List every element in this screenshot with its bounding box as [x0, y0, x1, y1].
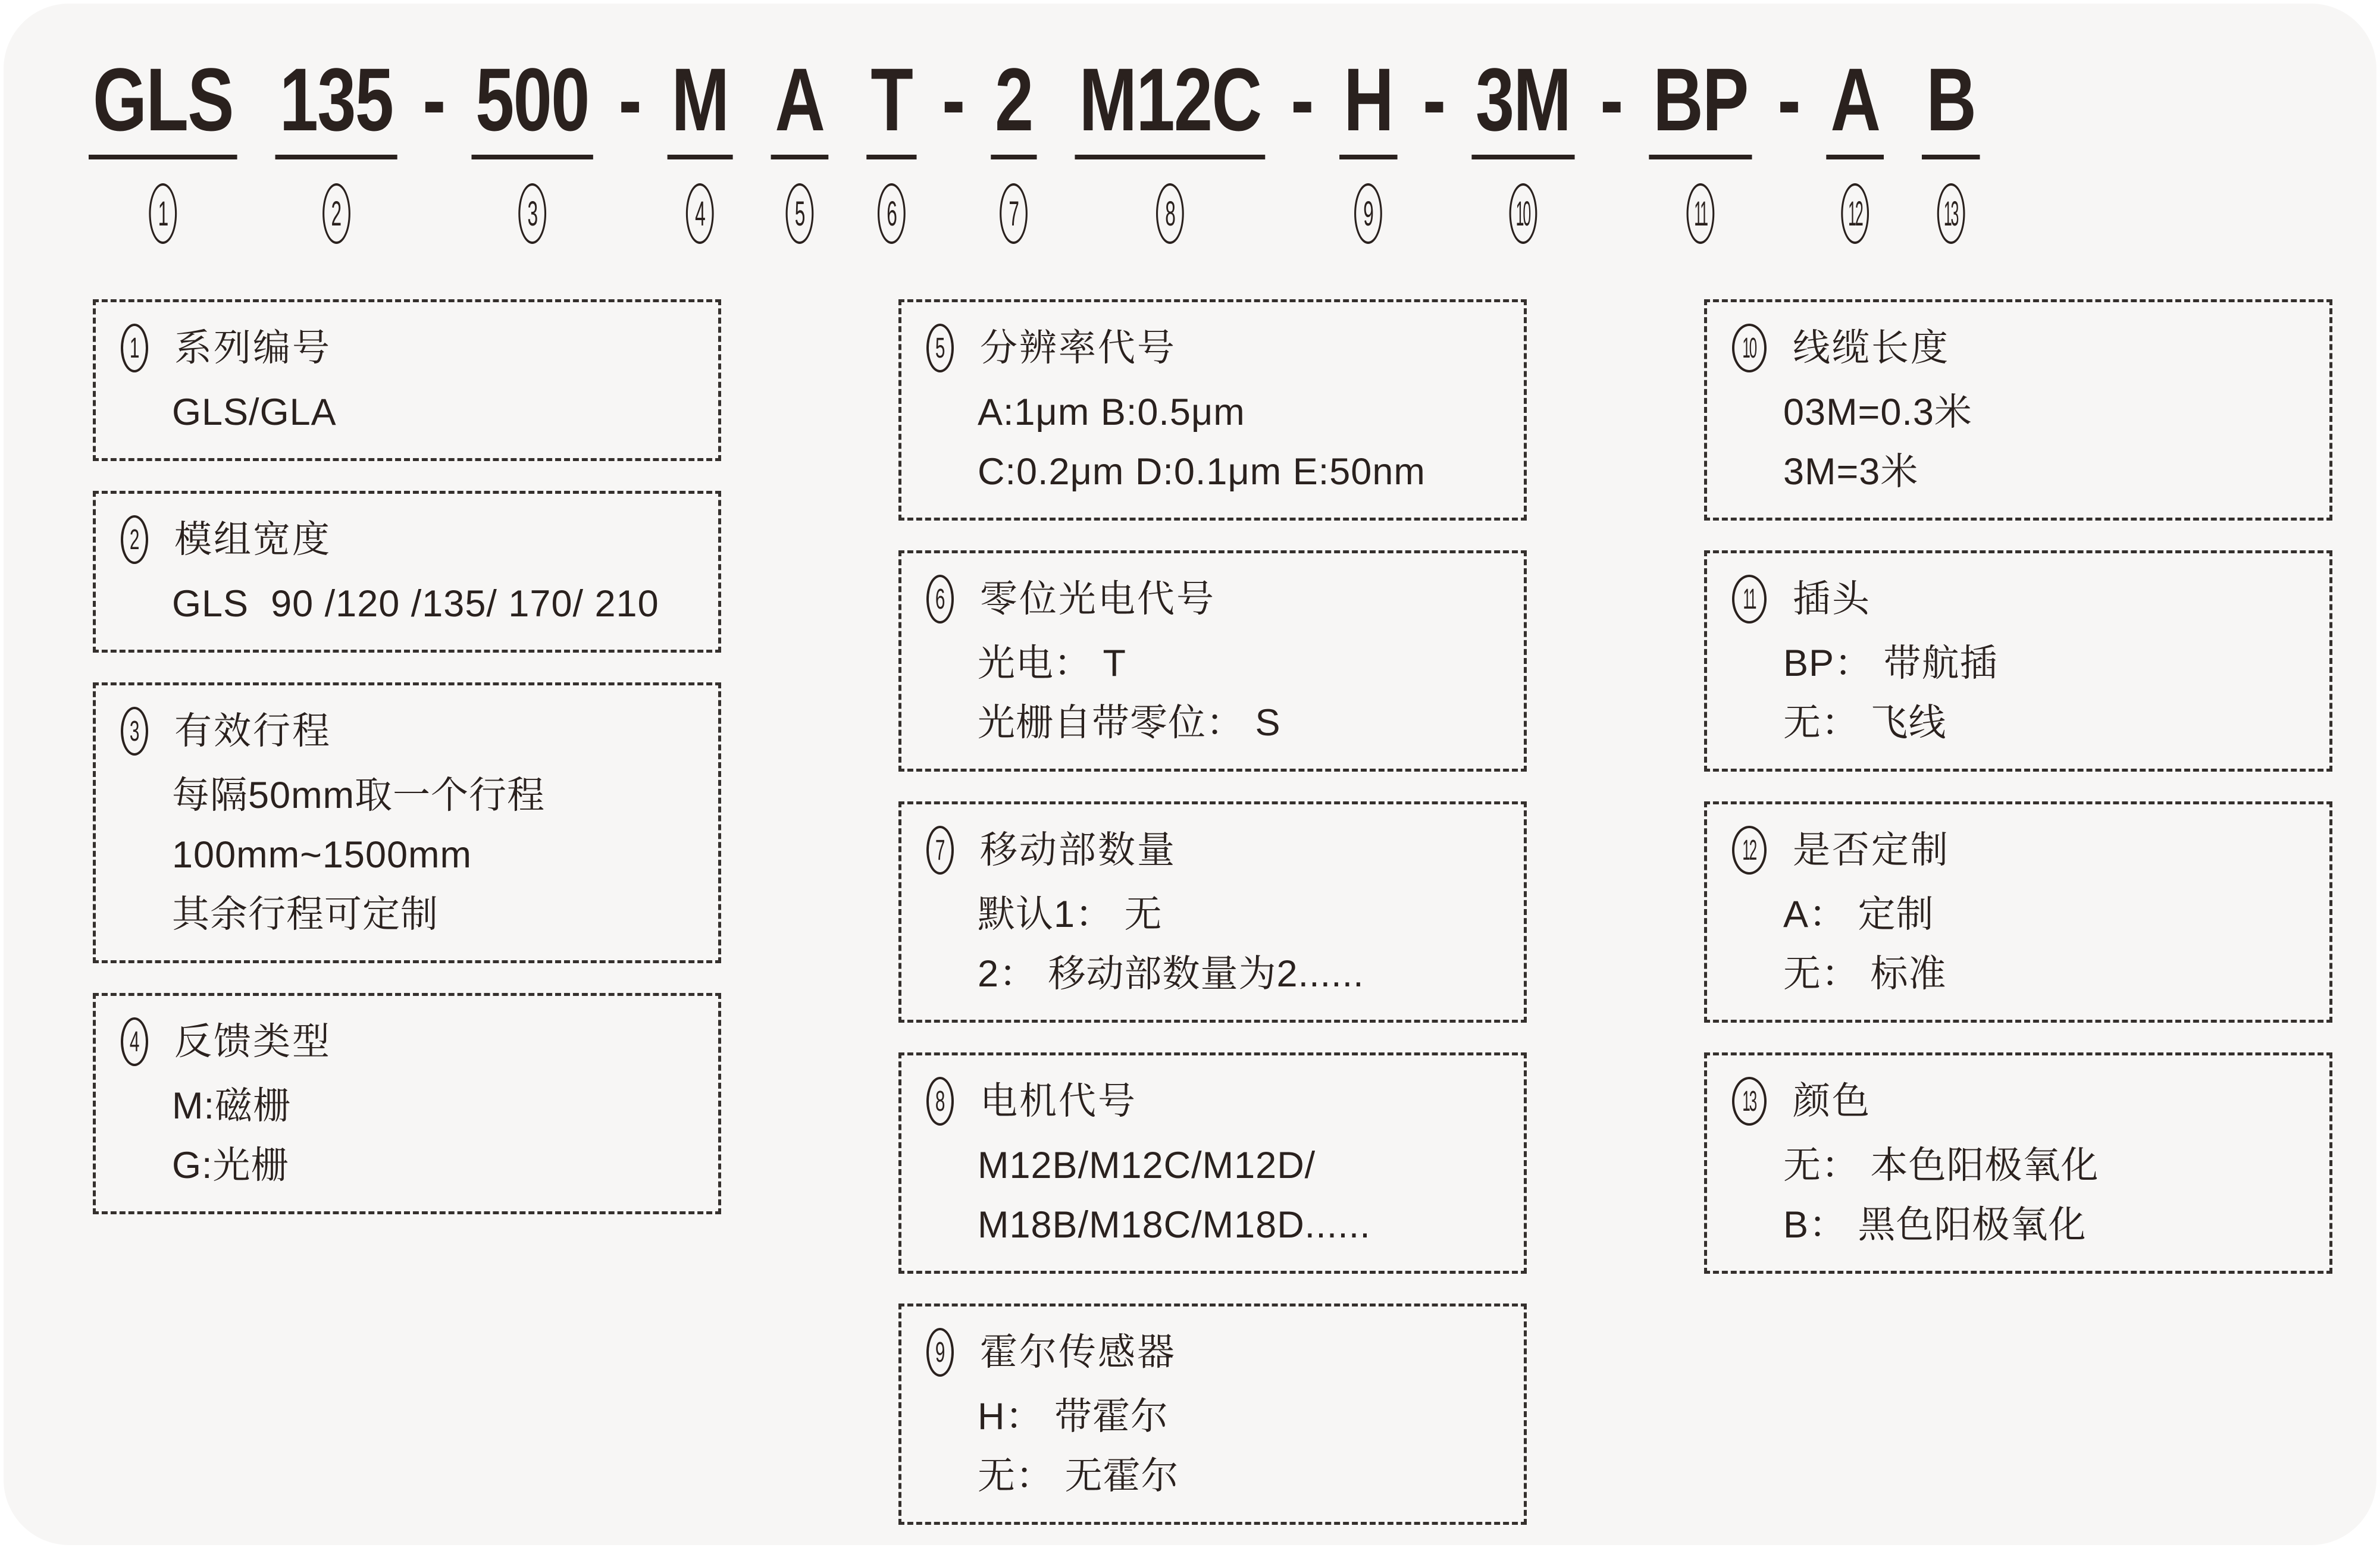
- legend-box-line: M12B/M12C/M12D/: [978, 1145, 1316, 1186]
- circled-number-text: 11: [1743, 583, 1756, 615]
- code-segment-11: [1653, 49, 1748, 244]
- legend-box-title: 插头: [1793, 578, 1871, 620]
- legend-box-header: [1732, 1077, 2308, 1126]
- circled-number-8: [926, 1077, 954, 1126]
- code-segment-text: 500: [475, 49, 589, 149]
- code-segment-text: M12C: [1079, 49, 1261, 149]
- legend-box-title: 系列编号: [174, 327, 331, 369]
- legend-box-1: [93, 299, 721, 461]
- circled-number-3: [121, 707, 148, 756]
- code-segment-5: [775, 49, 825, 244]
- legend-box-12: [1704, 801, 2332, 1023]
- circled-number-1: [121, 324, 148, 372]
- legend-box-title: 零位光电代号: [980, 578, 1216, 620]
- legend-box-11: [1704, 550, 2332, 772]
- legend-box-header: [121, 515, 697, 564]
- code-segment-13: [1926, 49, 1976, 244]
- legend-box-line: A:1μm B:0.5μm: [978, 391, 1245, 433]
- legend-column-right: [1704, 299, 2332, 1274]
- legend-column-middle: [898, 299, 1527, 1525]
- legend-box-line: 光栅自带零位： S: [978, 702, 1281, 744]
- code-segment-7: [995, 49, 1033, 244]
- segment-underline: [1471, 155, 1574, 159]
- ordering-code-card: [4, 4, 2376, 1545]
- legend-box-line: C:0.2μm D:0.1μm E:50nm: [978, 451, 1426, 493]
- legend-box-title: 移动部数量: [980, 829, 1176, 871]
- segment-underline: [991, 155, 1037, 159]
- legend-box-title: 分辨率代号: [980, 327, 1176, 369]
- code-segment-6: [870, 49, 913, 244]
- circled-number-4: [121, 1017, 148, 1066]
- code-segment-text: A: [1830, 49, 1880, 149]
- circled-number-text: 12: [1848, 194, 1862, 233]
- segment-underline: [89, 155, 237, 159]
- circled-number-12: [1842, 183, 1869, 244]
- circled-number-text: 7: [935, 834, 945, 866]
- circled-number-8: [1156, 183, 1184, 244]
- legend-box-7: [898, 801, 1527, 1023]
- circled-number-7: [1000, 183, 1028, 244]
- circled-number-text: 8: [935, 1085, 945, 1117]
- legend-box-line: 无： 本色阳极氧化: [1783, 1145, 2099, 1186]
- circled-number-text: 1: [130, 332, 139, 364]
- legend-box-header: [121, 324, 697, 372]
- code-segment-text: A: [775, 49, 825, 149]
- legend-box-13: [1704, 1052, 2332, 1274]
- segment-underline: [1922, 155, 1980, 159]
- circled-number-6: [878, 183, 906, 244]
- circled-number-text: 5: [794, 194, 805, 233]
- legend-box-line: 每隔50mm取一个行程: [172, 775, 546, 816]
- circled-number-2: [121, 515, 148, 564]
- circled-number-text: 6: [887, 194, 897, 233]
- code-segment-4: [671, 49, 729, 244]
- code-segment-3: [475, 49, 589, 244]
- circled-number-5: [785, 183, 813, 244]
- legend-box-line: 无： 标准: [1783, 953, 1947, 995]
- legend-box-6: [898, 550, 1527, 772]
- legend-box-header: [1732, 324, 2308, 372]
- legend-box-line: H： 带霍尔: [978, 1396, 1169, 1437]
- segment-underline: [771, 155, 828, 159]
- code-separator-dash: -: [1777, 49, 1801, 149]
- legend-box-line: 3M=3米: [1783, 451, 1919, 493]
- code-separator-dash: -: [618, 49, 642, 149]
- legend-box-line: GLS/GLA: [172, 391, 337, 433]
- legend-box-line: 2： 移动部数量为2......: [978, 953, 1364, 995]
- segment-underline: [1826, 155, 1884, 159]
- circled-number-11: [1732, 575, 1767, 623]
- code-segment-text: B: [1926, 49, 1976, 149]
- legend-box-title: 模组宽度: [174, 519, 331, 560]
- circled-number-text: 9: [1363, 194, 1373, 233]
- circled-number-1: [149, 183, 177, 244]
- legend-box-header: [121, 707, 697, 756]
- circled-number-2: [322, 183, 350, 244]
- circled-number-6: [926, 575, 954, 623]
- segment-underline: [1649, 155, 1752, 159]
- legend-box-line: GLS 90 /120 /135/ 170/ 210: [172, 583, 659, 625]
- circled-number-text: 2: [331, 194, 342, 233]
- legend-box-title: 电机代号: [980, 1080, 1137, 1122]
- circled-number-10: [1732, 324, 1767, 372]
- code-segment-text: 2: [995, 49, 1033, 149]
- legend-box-8: [898, 1052, 1527, 1274]
- circled-number-9: [1354, 183, 1382, 244]
- legend-box-line: B： 黑色阳极氧化: [1783, 1204, 2087, 1246]
- legend-box-line: G:光栅: [172, 1145, 289, 1186]
- code-segment-10: [1476, 49, 1571, 244]
- circled-number-text: 10: [1516, 194, 1530, 233]
- legend-box-line: A： 定制: [1783, 894, 1934, 935]
- code-segment-text: 3M: [1476, 49, 1571, 149]
- legend-box-3: [93, 682, 721, 963]
- code-segment-1: [93, 49, 233, 244]
- legend-box-header: [926, 1328, 1502, 1377]
- legend-box-title: 线缆长度: [1793, 327, 1950, 369]
- circled-number-text: 3: [527, 194, 537, 233]
- circled-number-text: 2: [130, 524, 139, 556]
- code-segment-text: 135: [279, 49, 393, 149]
- segment-underline: [1339, 155, 1397, 159]
- code-separator-dash: -: [1423, 49, 1446, 149]
- circled-number-text: 5: [935, 332, 945, 364]
- code-separator-dash: -: [422, 49, 446, 149]
- circled-number-text: 7: [1009, 194, 1019, 233]
- legend-box-2: [93, 491, 721, 653]
- legend-box-header: [926, 575, 1502, 623]
- circled-number-12: [1732, 826, 1767, 875]
- circled-number-text: 13: [1742, 1085, 1756, 1117]
- segment-underline: [471, 155, 593, 159]
- circled-number-text: 13: [1944, 194, 1958, 233]
- legend-box-4: [93, 993, 721, 1214]
- model-code-row: [93, 49, 2367, 244]
- code-segment-12: [1830, 49, 1880, 244]
- code-separator-dash: -: [942, 49, 966, 149]
- legend-box-header: [926, 1077, 1502, 1126]
- legend-box-title: 颜色: [1793, 1080, 1871, 1122]
- code-segment-text: BP: [1653, 49, 1748, 149]
- circled-number-9: [926, 1328, 954, 1377]
- legend-box-header: [121, 1017, 697, 1066]
- circled-number-5: [926, 324, 954, 372]
- segment-underline: [275, 155, 397, 159]
- legend-box-title: 反馈类型: [174, 1021, 331, 1063]
- code-segment-text: M: [671, 49, 729, 149]
- legend-box-header: [926, 324, 1502, 372]
- legend-box-line: 光电： T: [978, 643, 1126, 684]
- legend-box-line: 无： 飞线: [1783, 702, 1947, 744]
- legend-columns: [93, 299, 2332, 1525]
- legend-box-line: M18B/M18C/M18D......: [978, 1204, 1371, 1246]
- circled-number-text: 10: [1742, 332, 1756, 364]
- segment-underline: [1075, 155, 1266, 159]
- circled-number-text: 4: [130, 1026, 139, 1058]
- legend-box-title: 是否定制: [1793, 829, 1950, 871]
- circled-number-4: [686, 183, 714, 244]
- legend-box-5: [898, 299, 1527, 521]
- legend-box-title: 有效行程: [174, 710, 331, 752]
- legend-box-10: [1704, 299, 2332, 521]
- circled-number-text: 12: [1742, 834, 1756, 866]
- legend-box-9: [898, 1304, 1527, 1525]
- circled-number-11: [1687, 183, 1715, 244]
- legend-box-line: BP： 带航插: [1783, 643, 1998, 684]
- circled-number-10: [1509, 183, 1537, 244]
- legend-box-line: M:磁栅: [172, 1085, 291, 1127]
- legend-box-line: 03M=0.3米: [1783, 391, 1972, 433]
- circled-number-text: 8: [1165, 194, 1175, 233]
- circled-number-13: [1937, 183, 1965, 244]
- circled-number-text: 9: [935, 1336, 945, 1368]
- circled-number-7: [926, 826, 954, 875]
- circled-number-text: 6: [935, 583, 945, 615]
- legend-box-header: [926, 826, 1502, 875]
- circled-number-text: 3: [130, 715, 139, 747]
- circled-number-text: 11: [1694, 194, 1707, 233]
- legend-box-line: 其余行程可定制: [172, 894, 439, 935]
- legend-box-title: 霍尔传感器: [980, 1331, 1176, 1373]
- circled-number-13: [1732, 1077, 1767, 1126]
- code-segment-8: [1079, 49, 1261, 244]
- circled-number-3: [518, 183, 546, 244]
- code-segment-2: [279, 49, 393, 244]
- legend-box-line: 100mm~1500mm: [172, 834, 472, 876]
- code-segment-text: T: [870, 49, 913, 149]
- code-segment-text: GLS: [93, 49, 233, 149]
- legend-box-line: 默认1： 无: [978, 894, 1163, 935]
- segment-underline: [866, 155, 916, 159]
- circled-number-text: 1: [158, 194, 168, 233]
- legend-column-left: [93, 299, 721, 1214]
- code-separator-dash: -: [1291, 49, 1314, 149]
- legend-box-line: 无： 无霍尔: [978, 1455, 1179, 1497]
- segment-underline: [668, 155, 733, 159]
- legend-box-header: [1732, 826, 2308, 875]
- circled-number-text: 4: [695, 194, 705, 233]
- code-separator-dash: -: [1600, 49, 1624, 149]
- legend-box-header: [1732, 575, 2308, 623]
- code-segment-9: [1344, 49, 1393, 244]
- code-segment-text: H: [1344, 49, 1393, 149]
